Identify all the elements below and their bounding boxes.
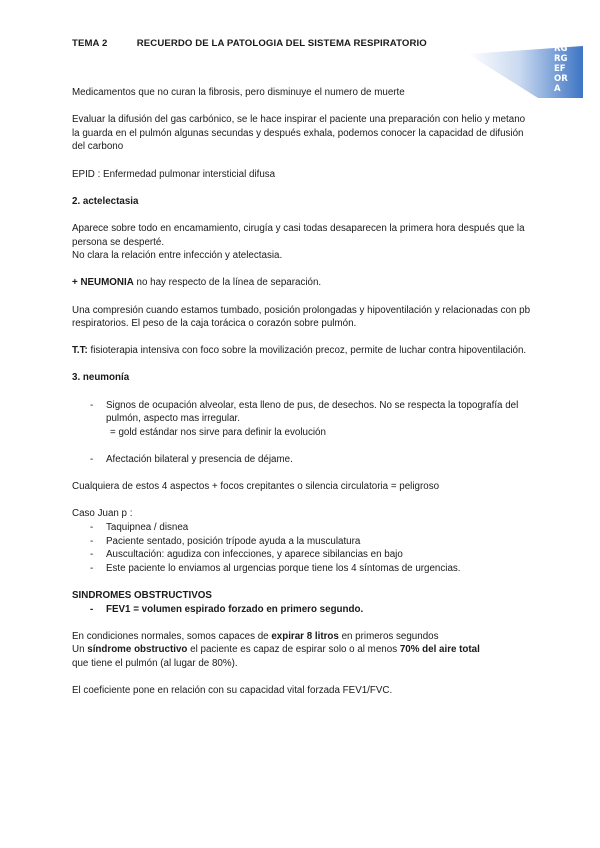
heading-sindromes: SINDROMES OBSTRUCTIVOS — [72, 589, 212, 601]
topic-title: RECUERDO DE LA PATOLOGIA DEL SISTEMA RESPIRATORIO — [136, 38, 427, 49]
list-item: - FEV1 = volumen espirado forzado en primero segundo. — [90, 603, 364, 615]
list-item: - Auscultación: agudiza con infecciones, y aparece sibilancias en bajo — [90, 549, 403, 561]
paragraph-epid: EPID : Enfermedad pulmonar intersticial difusa — [72, 168, 276, 180]
heading-neumonia: 3. neumonía — [72, 372, 130, 384]
paragraph-difusion: Evaluar la difusión del gas carbónico, se le hace inspirar el paciente una preparación con helio y metano la guarda en el pulmón algunas secundas y después exhala, podemos conocer la capacidad de difusión del carbono — [72, 114, 526, 153]
paragraph-medicamentos: Medicamentos que no curan la fibrosis, pero disminuye el numero de muerte — [72, 87, 405, 98]
paragraph-tt: T.T: fisioterapia intensiva con foco sobre la movilización precoz, permite de luchar contra hipoventilación. — [72, 345, 527, 357]
case-list — [72, 521, 532, 575]
topic-number: TEMA 2 — [72, 38, 108, 49]
paragraph-condiciones: En condiciones normales, somos capaces de expirar 8 litros en primeros segundos Un síndrome obstructivo el paciente es capaz de espirar solo o al menos 70% del aire total que tiene el pulmón (al lugar de 80%). — [72, 630, 480, 669]
paragraph-peligroso: Cualquiera de estos 4 aspectos + focos crepitantes o silencia circulatoria = peligroso — [72, 481, 440, 493]
list-item: - Signos de ocupación alveolar, esta lleno de pus, de desechos. No se respecta la topografía del pulmón, aspecto mas irregular. = gold estándar nos sirve para definir la evolución — [90, 399, 519, 438]
list-item: - Afectación bilateral y presencia de déjame. — [90, 454, 293, 466]
heading-atelectasia: 2. actelectasia — [72, 195, 139, 207]
paragraph-neumonia-note: + NEUMONIA no hay respecto de la línea de separación. — [72, 277, 322, 289]
list-item: - Paciente sentado, posición trípode ayuda a la musculatura — [90, 535, 361, 547]
sindromes-list — [72, 603, 532, 617]
paragraph-coeficiente: El coeficiente pone en relación con su capacidad vital forzada FEV1/FVC. — [72, 685, 393, 697]
document-body — [72, 86, 532, 711]
paragraph-compresion: Una compresión cuando estamos tumbado, posición prolongadas y hipoventilación y relacionadas con pb respiratorios. El peso de la caja torácica o corazón sobre pulmón. — [72, 304, 531, 330]
case-title: Caso Juan p : — [72, 508, 133, 520]
neumonia-list — [72, 399, 532, 467]
list-item: - Este paciente lo enviamos al urgencias porque tiene los 4 síntomas de urgencias. — [90, 562, 461, 574]
page-header — [72, 38, 427, 49]
list-item: - Taquipnea / disnea — [90, 522, 189, 533]
logo-text: RG RG EF OR A — [554, 44, 568, 94]
paragraph-atelectasia: Aparece sobre todo en encamamiento, cirugía y casi todas desaparecen la primera hora después que la persona se desperté. No clara la relación entre infección y atelectasia. — [72, 222, 525, 262]
